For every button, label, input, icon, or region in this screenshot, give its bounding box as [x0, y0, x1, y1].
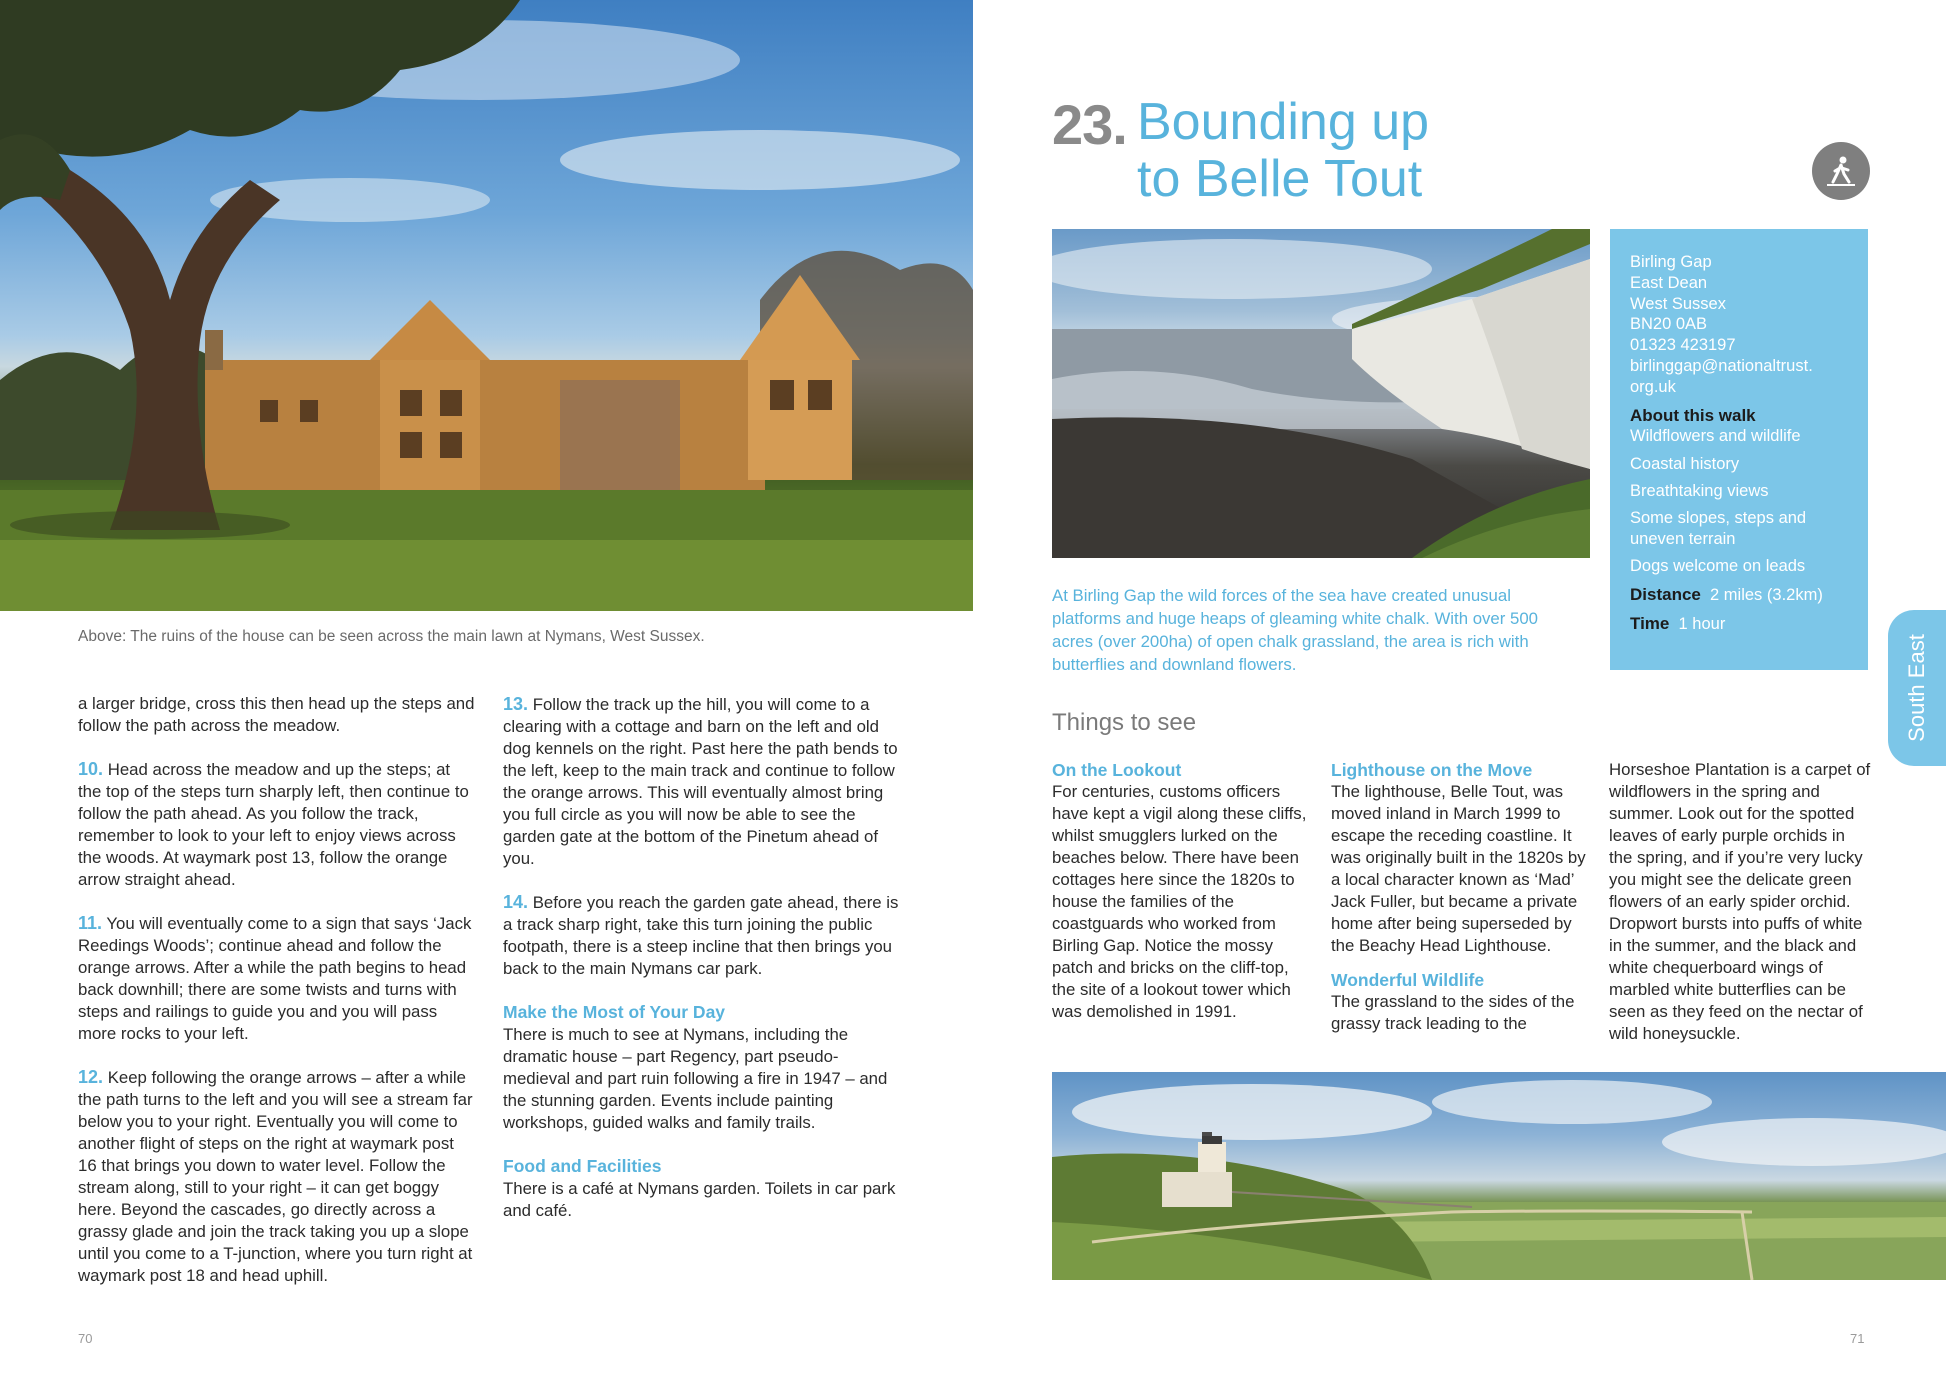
region-tab-label [1888, 610, 1946, 766]
photo-caption: Above: The ruins of the house can be seen across the main lawn at Nymans, West Sussex. [78, 628, 705, 645]
page-number-right: 71 [1850, 1331, 1865, 1346]
lookout-heading: On the Lookout [1052, 760, 1182, 780]
make-most-section [503, 1001, 901, 1134]
walking-icon [1812, 142, 1870, 200]
lighthouse-text: The lighthouse, Belle Tout, was moved inland in March 1999 to escape the receding coastline. It was originally built in the 1820s by a local character known as ‘Mad’ Jack Fuller, but became a private home after being superseded by the Beachy Head Lighthouse. [1331, 782, 1586, 955]
address-line: Birling Gap [1630, 253, 1712, 271]
wildlife-text: The grassland to the sides of the grassy track leading to the [1331, 992, 1575, 1033]
feature-item: Dogs welcome on leads [1630, 557, 1806, 576]
step-10 [78, 758, 476, 891]
email-line[interactable]: birlinggap@nationaltrust. [1630, 356, 1813, 375]
distance-row [1630, 585, 1850, 606]
walk-title-line-1: Bounding up [1137, 93, 1430, 151]
step-text: You will eventually come to a sign that says ‘Jack Reedings Woods’; continue ahead and follow the orange arrows. After a while the path begins to head back downhill; there are some twists and turns with steps and railings to guide you and you will pass more rocks to your left. [78, 914, 472, 1043]
about-walk-label: About this walk [1630, 405, 1756, 425]
time-row [1630, 614, 1850, 635]
birling-gap-cliffs-photo [1052, 229, 1590, 558]
food-heading: Food and Facilities [503, 1156, 662, 1176]
lookout-text: For centuries, customs officers have kept a vigil along these cliffs, whilst smugglers lurked on the beaches below. There have been cottages here since the 1820s to house the families of the coastguards who worked from Birling Gap. Notice the mossy patch and bricks on the cliff-top, the site of a lookout tower which was demolished in 1991. [1052, 782, 1307, 1021]
feature-item: Breathtaking views [1630, 481, 1769, 500]
step-12 [78, 1066, 476, 1287]
phone-number: 01323 423197 [1630, 336, 1736, 355]
food-section [503, 1155, 901, 1222]
things-to-see-heading: Things to see [1052, 709, 1197, 736]
distance-value: 2 miles (3.2km) [1710, 586, 1823, 605]
make-most-text: There is much to see at Nymans, including the dramatic house – part Regency, part pseudo-medieval and part ruin following a fire in 1947 – and the stunning garden. Events include painting workshops, guided walks and family trails. [503, 1025, 888, 1132]
feature-item: Some slopes, steps and uneven terrain [1630, 509, 1807, 549]
cliffs-illustration [1052, 229, 1590, 558]
lighthouse-heading: Lighthouse on the Move [1331, 760, 1533, 780]
step-number: 14. [503, 892, 529, 912]
step-14 [503, 891, 901, 980]
walk-intro: At Birling Gap the wild forces of the sea have created unusual platforms and huge heaps of gleaming white chalk. With over 500 acres (over 200ha) of open chalk grassland, the area is rich with butterflies and downland flowers. [1052, 586, 1539, 674]
region-name: South East [1904, 634, 1930, 742]
wildlife-heading: Wonderful Wildlife [1331, 970, 1485, 990]
step-number: 10. [78, 759, 104, 779]
belle-tout-lighthouse-photo [1052, 1072, 1946, 1280]
step-text: Follow the track up the hill, you will come to a clearing with a cottage and barn on the left and old dog kennels on the right. Past here the path bends to the left, keep to the main track and continue to follow the orange arrows. This will eventually almost bring you full circle as you will now be able to see the garden gate at the bottom of the Pinetum ahead of you. [503, 695, 898, 868]
lighthouse-illustration [1052, 1072, 1946, 1280]
address-line: East Dean [1630, 273, 1708, 292]
time-value: 1 hour [1678, 614, 1726, 633]
walker-glyph [1824, 154, 1858, 188]
step-11 [78, 912, 476, 1045]
things-column-1 [1052, 759, 1314, 1023]
feature-item: Wildflowers and wildlife [1630, 427, 1801, 446]
walk-info-box [1610, 229, 1868, 670]
time-label: Time [1630, 613, 1670, 633]
walk-number: 23. [1052, 93, 1127, 156]
food-text: There is a café at Nymans garden. Toilets in car park and café. [503, 1179, 896, 1220]
feature-item: Coastal history [1630, 454, 1740, 473]
step-text: Head across the meadow and up the steps; at the top of the steps turn sharply left, then continue to follow the path ahead. As you follow the track, remember to look to your left to enjoy views across the woods. At waymark post 13, follow the orange arrow straight ahead. [78, 760, 469, 889]
step-13 [503, 693, 901, 870]
step-text: Before you reach the garden gate ahead, there is a track sharp right, take this turn joining the public footpath, there is a steep incline that then brings you back to the main Nymans car park. [503, 893, 899, 978]
walk-title-line-2: to Belle Tout [1137, 150, 1423, 208]
things-column-2 [1331, 759, 1593, 1035]
horseshoe-text: Horseshoe Plantation is a carpet of wildflowers in the spring and summer. Look out for the spotted leaves of early purple orchids in the spring, and if you’re very lucky you might see the delicate green flowers of an early spider orchid. Dropwort bursts into puffs of white in the summer, and the black and white chequerboard wings of marbled white butterflies can be seen as they feed on the nectar of wild honeysuckle. [1609, 760, 1871, 1043]
left-column-1 [78, 693, 476, 1287]
step-number: 12. [78, 1067, 104, 1087]
nymans-house-photo [0, 0, 973, 611]
things-column-3 [1609, 759, 1871, 1045]
address-line: West Sussex [1630, 294, 1726, 313]
postcode: BN20 0AB [1630, 315, 1708, 334]
step-text: Keep following the orange arrows – after a while the path turns to the left and you will see a stream far below you to your right. Eventually you will come to another flight of steps on the right at waymark post 16 that brings you down to water level. Follow the stream along, still to your right – it can get boggy here. Beyond the cascades, go directly across a grassy glade and join the track taking you up a slope until you come to a T-junction, where you turn right at waymark post 18 and head uphill. [78, 1068, 473, 1285]
left-column-2 [503, 693, 901, 1222]
make-most-heading: Make the Most of Your Day [503, 1002, 726, 1022]
page-number-left: 70 [78, 1331, 93, 1346]
distance-label: Distance [1630, 585, 1701, 605]
email-line[interactable]: org.uk [1630, 377, 1676, 396]
step-number: 11. [78, 913, 103, 933]
step-9-continuation: a larger bridge, cross this then head up the steps and follow the path across the meadow. [78, 694, 475, 735]
step-number: 13. [503, 694, 529, 714]
nymans-house-illustration [0, 0, 973, 611]
